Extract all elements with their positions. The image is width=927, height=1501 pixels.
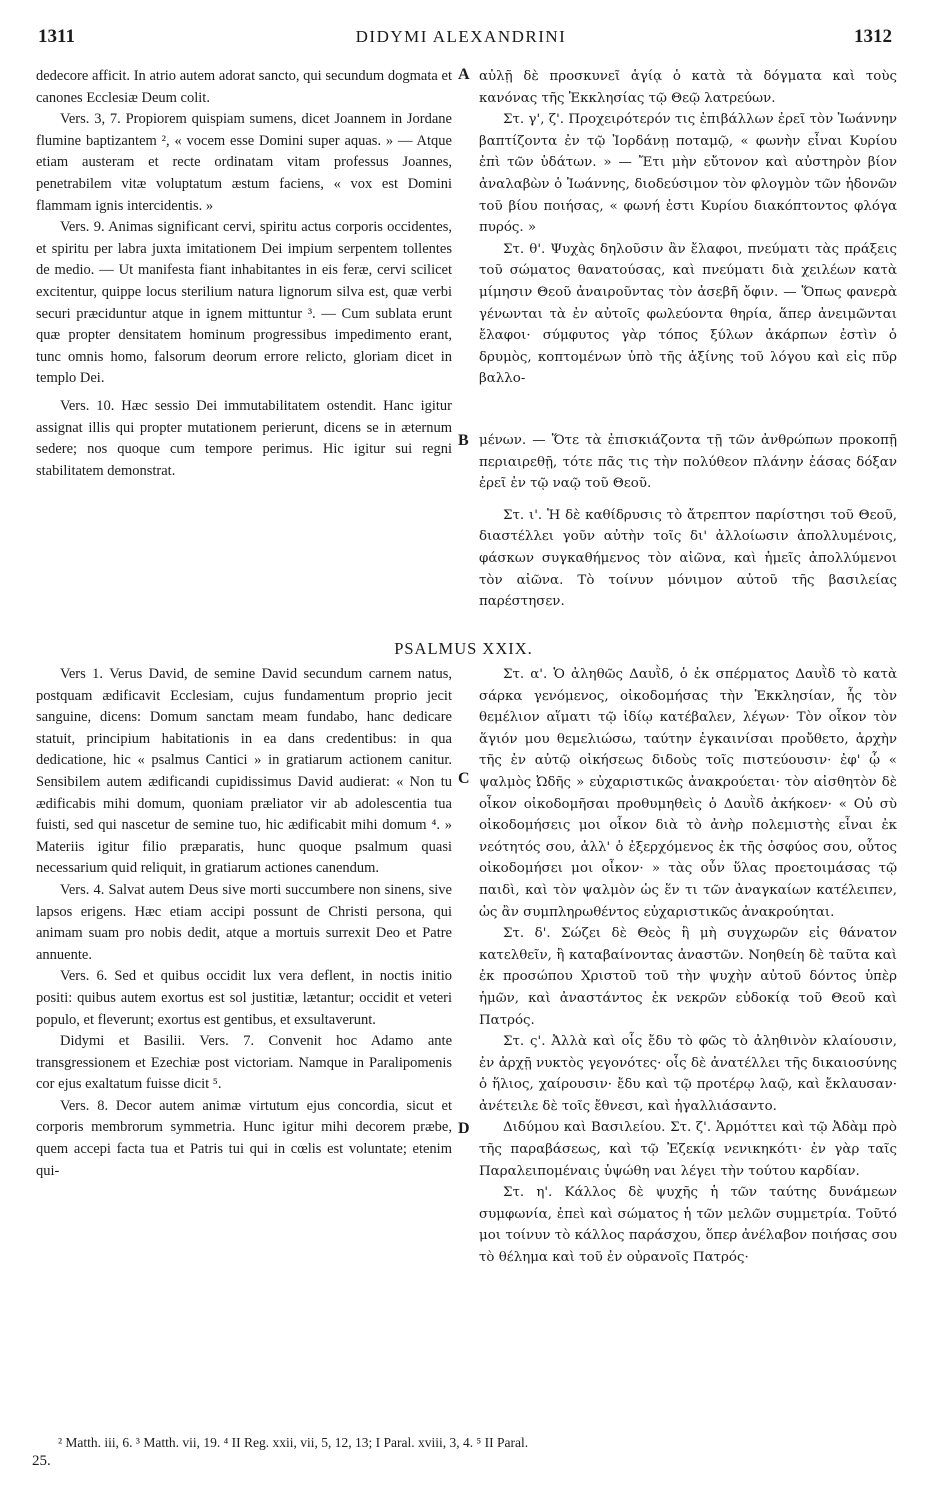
greek-column-section1a	[479, 66, 897, 448]
margin-letter-c: C	[458, 770, 470, 787]
latin-column-section1	[36, 66, 452, 640]
margin-letter-a: A	[458, 66, 470, 83]
page-header	[30, 26, 892, 52]
page-number-right: 1312	[854, 26, 892, 47]
greek-paragraph: μένων. — Ὅτε τὰ ἐπισκιάζοντα τῇ τῶν ἀνθρώπων προκοπῇ περιαιρεθῇ, τότε πᾶς τις τὴν πολύθεον πλάνην ἐάσας δόξαν ἐρεῖ ἐν τῷ ναῷ τοῦ Θεοῦ.	[479, 433, 897, 492]
footnotes: ² Matth. iii, 6. ³ Matth. vii, 19. ⁴ II Reg. xxii, vii, 5, 12, 13; I Paral. xviii, 3, 4. ⁵ II Paral.	[58, 1435, 529, 1450]
greek-paragraph: αὐλῇ δὲ προσκυνεῖ ἁγίᾳ ὁ κατὰ τὰ δόγματα καὶ τοὺς κανόνας τῆς Ἐκκλησίας τῷ Θεῷ λατρεύων.	[479, 69, 897, 106]
page-number-left: 1311	[38, 26, 75, 47]
margin-letter-d: D	[458, 1120, 470, 1137]
latin-paragraph: Didymi et Basilii. Vers. 7. Convenit hoc Adamo ante transgressionem et Ezechiæ post victoriam. Namque in Paralipomenis cor ejus exaltatum fuisse dicit ⁵.	[36, 1033, 452, 1093]
running-title: DIDYMI ALEXANDRINI	[355, 27, 567, 46]
latin-paragraph: Vers. 9. Animas significant cervi, spiritu actus corporis occidentes, et spiritu per labra juxta imitationem Dei impium serpentem tollentes de medio. — Ut manifesta fiant inhabitantes in eis feræ, cervi scilicet excitentur, quippe locus sterilium natura lignorum silva est, quæ verbi securi præciduntur atque in ignem mittuntur ³. — Cum sublata erunt quæ propter densitatem hominum progressibus impedimento erant, tunc omnis homo, falsorum deorum errore relicto, gloriam dicet in templo Dei.	[36, 219, 452, 387]
greek-paragraph: Στ. θ'. Ψυχὰς δηλοῦσιν ἂν ἔλαφοι, πνεύματι τὰς πράξεις τοῦ σώματος θανατούσας, καὶ πνεύματι διὰ χειλέων κατὰ μίμησιν Θεοῦ ἀναιροῦντας τὸν ἀσεβῆ ὄφιν. — Ὅπως φανερὰ γένωνται τὰ ἐν αὐτοῖς φωλεύοντα θηρία, ἅπερ ἀνειμῶνται ἔλαφοι· σύμφυτος γὰρ τόπος ξύλων ἀκάρπων ἐστὶν ὁ δρυμὸς, κοπτομένων ὑπὸ τῆς ἀξίνης τοῦ λόγου καὶ εἰς πῦρ βαλλο-	[479, 241, 897, 387]
greek-column-section2	[479, 664, 897, 1434]
latin-paragraph: Vers. 10. Hæc sessio Dei immutabilitatem ostendit. Hanc igitur assignat illis qui propter mutationem perierunt, dicens se in æternum sedere; nos quoque cum tempore perimus. Hic igitur sui regni stabilitatem demonstrat.	[36, 397, 452, 479]
greek-column-section1b	[479, 430, 897, 635]
latin-paragraph: dedecore afficit. In atrio autem adorat sancto, qui secundum dogmata et canones Ecclesiæ Deum colit.	[36, 68, 452, 106]
greek-paragraph: Στ. α'. Ὁ ἀληθῶς Δαυῒδ, ὁ ἐκ σπέρματος Δαυῒδ τὸ κατὰ σάρκα γενόμενος, οἰκοδομήσας τὴν Ἐκκλησίαν, ἧς τὸν θεμέλιον αἵματι τῷ ἰδίῳ κατέβαλεν, λέγων· Τὸν οἶκον τὸν ἅγιόν μου θεμελιώσω, ταύτην ἐγκαινίσαι προὔθετο, ἀρχὴν τῆς ἐν αὐτῷ οἰκήσεως διδοὺς τοῖς πιστεύουσιν· ἐφ' ᾧ « ψαλμὸς Ὠδῆς » εὐχαριστικῶς ἀνακρούεται· τὸν αἰσθητὸν δὲ οἶκον οἰκοδομῆσαι προθυμηθεὶς ὁ Δαυῒδ ἀκήκοεν· « Οὐ σὺ οἰκοδομήσεις μοι οἶκον διὰ τὸ ἀνὴρ πολεμιστὴς εἶναι ἐκ νεότητός σου, ἀλλ' ὁ ἐξερχόμενος ἐκ τῆς ὀσφύος σου, οὗτος οἰκοδομήσει μοι οἶκον· » τὰς οὖν ὕλας προετοιμάσας τῷ παιδὶ, καὶ τὸν ψαλμὸν ὡς ἕν τι τῶν ἀναγκαίων κατέλειπεν, ὡς ἂν συμπληρωθέντος εὐχαριστικῶς ἀνακρούηται.	[479, 667, 897, 920]
latin-paragraph: Vers 1. Verus David, de semine David secundum carnem natus, postquam ædificavit Ecclesiam, cujus fundamentum proprio jecit sanguine, dicens: Domum sanctam meam fundabo, hanc dedicare statuit, principium habitationis in ea dans credentibus: in qua dedicatione, hic « psalmus Cantici » in gratiarum actionem canitur. Sensibilem autem ædificandi cupidissimus David audierat: « Non tu ædificabis mihi domum, quoniam præliator vir ab adolescentia tua fuisti, sed qui nascetur de semine tuo, hic ædificabit mihi domum ⁴. » Materiis igitur filio præparatis, hunc quoque psalmum quasi necessarium quid reliquit, in gratiarum actiones canendum.	[36, 666, 452, 877]
margin-letter-b: B	[458, 432, 469, 449]
signature-mark: 25.	[32, 1453, 51, 1469]
latin-paragraph: Vers. 8. Decor autem animæ virtutum ejus concordia, sicut et corporis membrorum symmetria. Hunc igitur mihi decorem præbe, quem accepi facta tua et Patris tui qui in cœlis est voluntate; etenim qui-	[36, 1097, 452, 1179]
greek-paragraph: Στ. η'. Κάλλος δὲ ψυχῆς ἡ τῶν ταύτης δυνάμεων συμφωνία, ἐπεὶ καὶ σώματος ἡ τῶν μελῶν συμμετρία. Τοῦτό μοι τοίνυν τὸ κάλλος παράσχου, ὅπερ ἀνέλαβον ποιήσας σου τὸ θέλημα καὶ τοῦ ἐν οὐρανοῖς Πατρός·	[479, 1185, 897, 1266]
greek-paragraph: Στ. ς'. Ἀλλὰ καὶ οἷς ἔδυ τὸ φῶς τὸ ἀληθινὸν κλαίουσιν, ἐν ἀρχῇ νυκτὸς γεγονότες· οἷς δὲ ἀνατέλλει τῆς δικαιοσύνης ὁ ἥλιος, χαίρουσιν· ἔδυ καὶ τῷ προτέρῳ λαῷ, καὶ ἔκλαυσαν· ἀνέτειλε δὲ τοῖς ἔθνεσι, καὶ ἠγαλλιάσαντο.	[479, 1034, 897, 1114]
latin-paragraph: Vers. 6. Sed et quibus occidit lux vera deflent, in noctis initio positi: quibus autem exortus est sol justitiæ, lætantur; occidit et veteri populo, et fleverunt; exortus est gentibus, et exsultaverunt.	[36, 968, 452, 1028]
latin-paragraph: Vers. 4. Salvat autem Deus sive morti succumbere non sinens, sive lapsos erigens. Hæc etiam accipi possunt de Christi persona, qui animam suam pro nobis dedit, atque a mortuis surrexit Deo et Patre annuente.	[36, 881, 452, 963]
greek-paragraph: Στ. δ'. Σώζει δὲ Θεὸς ἢ μὴ συγχωρῶν εἰς θάνατον κατελθεῖν, ἢ καταβαίνοντας ἀναστῶν. Νοηθείη δὲ ταῦτα καὶ ἐκ προσώπου Χριστοῦ τοῦ τὴν ψυχὴν αὐτοῦ δόντος ὑπὲρ ἡμῶν, καὶ ἀναστάντος ἐκ νεκρῶν εὐδοκίᾳ τοῦ Θεοῦ καὶ Πατρός.	[479, 926, 897, 1028]
greek-paragraph: Διδύμου καὶ Βασιλείου. Στ. ζ'. Ἁρμόττει καὶ τῷ Ἀδὰμ πρὸ τῆς παραβάσεως, καὶ τῷ Ἐζεκίᾳ νενικηκότι· ἐν γὰρ ταῖς Παραλειπομέναις ὑψώθη ναι λέγει τὴν τούτου καρδίαν.	[479, 1120, 897, 1179]
greek-paragraph: Στ. γ', ζ'. Προχειρότερόν τις ἐπιβάλλων ἐρεῖ τὸν Ἰωάννην βαπτίζοντα ἐν τῷ Ἰορδάνῃ ποταμῷ, « φωνὴν εἶναι Κυρίου ἐπὶ τῶν ὑδάτων. » — Ἔτι μὴν εὔτονον καὶ αὐστηρὸν βίον ἀναλαβὼν ὁ Ἰωάννης, διοδεύσιμον τὸν φλογμὸν τῶν ἡδονῶν τοῦ βίου ποιήσας, « φωνή ἐστι Κυρίου διακόπτοντος φλόγα πυρός. »	[479, 112, 897, 236]
greek-paragraph: Στ. ι'. Ἡ δὲ καθίδρυσις τὸ ἄτρεπτον παρίστησι τοῦ Θεοῦ, διαστέλλει γοῦν αὐτὴν τοῖς δι' ἀλλοίωσιν ἀπολλυμένοις, φάσκων συγκαθήμενος τὸν αἰῶνα, καὶ ἡμεῖς ἀπολλύμενοι τὸν αἰῶνα. Τὸ τοίνυν μόνιμον αὐτοῦ τῆς βασιλείας παρέστησεν.	[479, 507, 897, 610]
latin-column-section2	[36, 664, 452, 1434]
psalm-heading: PSALMUS XXIX.	[394, 639, 533, 658]
latin-paragraph: Vers. 3, 7. Propiorem quispiam sumens, dicet Joannem in Jordane flumine baptizantem ², « vocem esse Domini super aquas. » — Atque etiam austeram et recte ordinatam vitam professus Joannes, penetrabilem vitæ voluptatum æstum faciens, « vox est Domini flammam ignis intercidentis. »	[36, 111, 452, 214]
